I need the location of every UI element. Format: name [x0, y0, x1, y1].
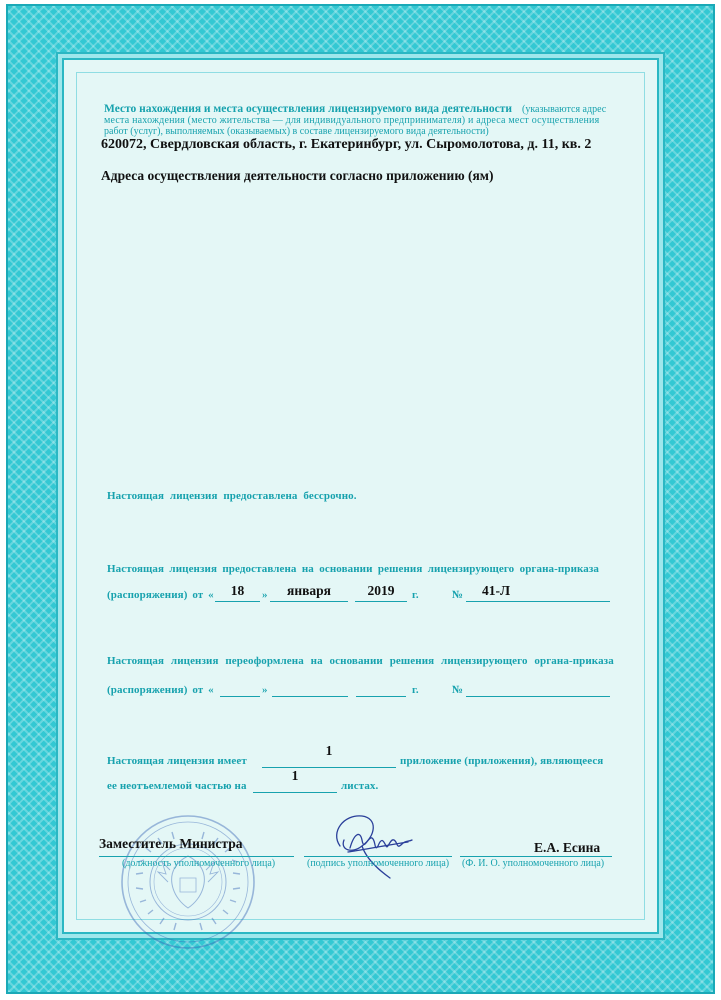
reissue-number-label: № — [452, 684, 464, 696]
name-caption: (Ф. И. О. уполномоченного лица) — [462, 858, 605, 869]
license-term: Настоящая лицензия предоставлена бессрочно. — [107, 490, 357, 502]
appendix-sheets-line — [253, 792, 337, 793]
appendix-sheets: 1 — [291, 768, 299, 783]
basis-day: 18 — [230, 583, 245, 598]
basis-year: 2019 — [367, 583, 395, 598]
reissue-year-line — [356, 696, 406, 697]
appendix-count: 1 — [325, 743, 333, 758]
basis-line1: Настоящая лицензия предоставлена на основании решения лицензирующего органа-приказа — [107, 563, 599, 575]
location-note-line2: места нахождения (место жительства — для индивидуального предпринимателя) и адреса мест осуществления — [104, 115, 600, 126]
licensee-address: 620072, Свердловская область, г. Екатеринбург, ул. Сыромолотова, д. 11, кв. 2 — [101, 137, 592, 152]
official-seal — [118, 812, 258, 952]
basis-year-suffix: г. — [412, 589, 419, 601]
basis-number-line — [466, 601, 610, 602]
reissue-quote-close: » — [262, 684, 268, 696]
appendix-line2-prefix: ее неотъемлемой частью на — [107, 780, 247, 792]
basis-number: 41-Л — [481, 583, 511, 598]
location-note-line3: работ (услуг), выполняемых (оказываемых) в составе лицензируемого вида деятельности) — [104, 126, 489, 137]
basis-month: января — [287, 583, 331, 598]
reissue-prefix: (распоряжения) от « — [107, 684, 214, 696]
reissue-year-suffix: г. — [412, 684, 419, 696]
basis-number-label: № — [452, 589, 464, 601]
location-note-line1: (указываются адрес — [522, 104, 607, 115]
basis-year-line — [355, 601, 407, 602]
position-line — [99, 856, 294, 857]
reissue-line1: Настоящая лицензия переоформлена на основании решения лицензирующего органа-приказа — [107, 655, 614, 667]
addresses-note: Адреса осуществления деятельности согласно приложению (ям) — [101, 168, 494, 183]
reissue-number-line — [466, 696, 610, 697]
reissue-day-line — [220, 696, 260, 697]
name-line — [460, 856, 612, 857]
basis-day-line — [215, 601, 260, 602]
signatory-name: Е.А. Есина — [534, 840, 601, 855]
location-heading: Место нахождения и места осуществления лицензируемого вида деятельности — [104, 103, 513, 115]
basis-month-line — [270, 601, 348, 602]
signature-line — [304, 856, 452, 857]
appendix-line2-suffix: листах. — [341, 780, 379, 792]
reissue-month-line — [272, 696, 348, 697]
basis-prefix: (распоряжения) от « — [107, 589, 214, 601]
signatory-position: Заместитель Министра — [99, 836, 243, 851]
position-caption: (должность уполномоченного лица) — [122, 858, 276, 869]
signature-caption: (подпись уполномоченного лица) — [307, 858, 450, 869]
handwritten-signature — [322, 806, 432, 886]
basis-quote-close: » — [262, 589, 268, 601]
appendix-line1-prefix: Настоящая лицензия имеет — [107, 755, 247, 767]
appendix-line1-suffix: приложение (приложения), являющееся — [400, 755, 604, 767]
